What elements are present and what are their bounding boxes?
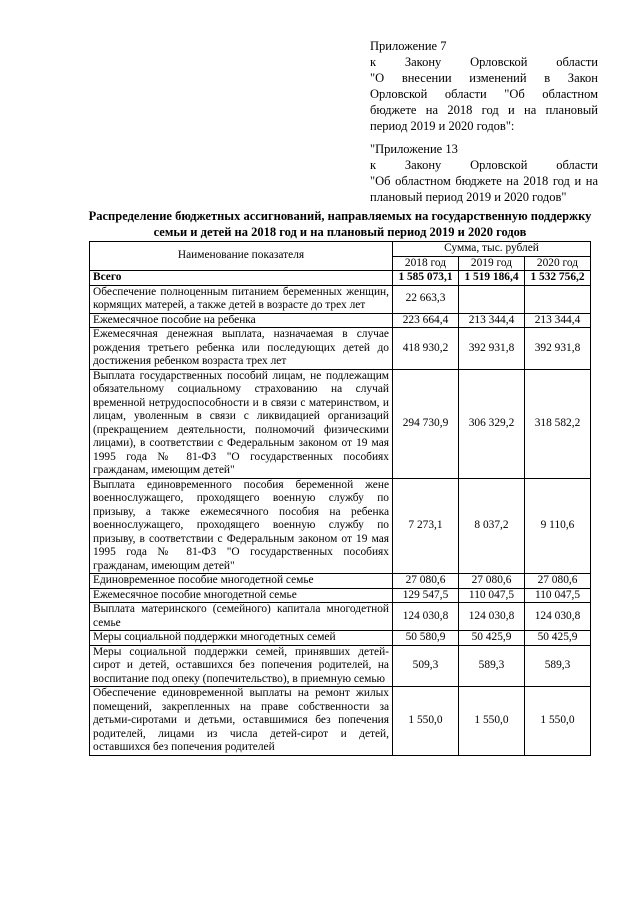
- appendix-13-header: [370, 141, 598, 205]
- table-row: [90, 603, 591, 631]
- row-value-2020: 1 550,0: [525, 687, 591, 756]
- row-name: Ежемесячное пособие многодетной семье: [90, 588, 393, 603]
- row-value-2019: 589,3: [459, 645, 525, 687]
- row-value-2020: 1 532 756,2: [525, 271, 591, 286]
- row-value-2020: 392 931,8: [525, 328, 591, 370]
- row-value-2018: 509,3: [393, 645, 459, 687]
- row-value-2020: 50 425,9: [525, 631, 591, 646]
- header-name-column: Наименование показателя: [90, 242, 393, 271]
- table-row: [90, 369, 591, 478]
- row-name: Ежемесячное пособие на ребенка: [90, 313, 393, 328]
- row-name: Ежемесячная денежная выплата, назначаемая в случае рождения третьего ребенка или последующих детей до достижения ребенком возраста трех лет: [90, 328, 393, 370]
- row-value-2019: 124 030,8: [459, 603, 525, 631]
- row-value-2018: 1 550,0: [393, 687, 459, 756]
- row-value-2018: 129 547,5: [393, 588, 459, 603]
- row-name: Обеспечение единовременной выплаты на ремонт жилых помещений, закрепленных на праве собственности за детьми-сиротами и детьми, оставшимися без попечения родителей, лицами из числа детей-сирот и детей, оставшихся без попечения родителей: [90, 687, 393, 756]
- row-value-2020: 318 582,2: [525, 369, 591, 478]
- table-body: [90, 271, 591, 756]
- row-value-2018: 1 585 073,1: [393, 271, 459, 286]
- table-row: [90, 588, 591, 603]
- row-value-2020: 589,3: [525, 645, 591, 687]
- row-name: Выплата единовременного пособия беременной жене военнослужащего, проходящего военную службу по призыву, а также ежемесячного пособия на ребенка военнослужащего, проходящего военную службу по призыву, в соответствии с Федеральным законом от 19 мая 1995 года № 81-ФЗ "О государственных пособиях гражданам, имеющим детей": [90, 478, 393, 574]
- row-value-2020: 124 030,8: [525, 603, 591, 631]
- row-value-2018: 7 273,1: [393, 478, 459, 574]
- appendix-13-label: "Приложение 13: [370, 142, 458, 156]
- table-row: [90, 478, 591, 574]
- row-value-2019: 1 550,0: [459, 687, 525, 756]
- header-sum-column: Сумма, тыс. рублей: [393, 242, 591, 257]
- row-value-2018: 50 580,9: [393, 631, 459, 646]
- row-name: Выплата материнского (семейного) капитала многодетной семье: [90, 603, 393, 631]
- budget-table: [89, 241, 591, 756]
- row-value-2018: 27 080,6: [393, 574, 459, 589]
- appendix-13-law-title: "Об областном бюджете на 2018 год и на плановый период 2019 и 2020 годов": [370, 174, 598, 204]
- row-name: Выплата государственных пособий лицам, не подлежащим обязательному социальному страхованию на случай временной нетрудоспособности и в связи с материнством, и лицам, уволенным в связи с ликвидацией организаций (прекращением деятельности, полномочий физическими лицами), в соответствии с Федеральным законом от 19 мая 1995 года № 81-ФЗ "О государственных пособиях гражданам, имеющим детей": [90, 369, 393, 478]
- row-value-2018: 418 930,2: [393, 328, 459, 370]
- table-row: [90, 574, 591, 589]
- document-title: Распределение бюджетных ассигнований, направляемых на государственную поддержку семьи и детей на 2018 год и на плановый период 2019 и 2020 годов: [88, 209, 592, 239]
- row-value-2019: 213 344,4: [459, 313, 525, 328]
- appendix-7-law-ref: к Закону Орловской области: [370, 55, 598, 69]
- row-value-2019: 306 329,2: [459, 369, 525, 478]
- table-row: [90, 645, 591, 687]
- header-year-2019: 2019 год: [459, 256, 525, 271]
- row-value-2018: 294 730,9: [393, 369, 459, 478]
- row-value-2018: 124 030,8: [393, 603, 459, 631]
- row-value-2019: 8 037,2: [459, 478, 525, 574]
- row-value-2019: 1 519 186,4: [459, 271, 525, 286]
- row-value-2020: 213 344,4: [525, 313, 591, 328]
- table-row: [90, 313, 591, 328]
- table-row: [90, 328, 591, 370]
- row-value-2020: 9 110,6: [525, 478, 591, 574]
- header-year-2018: 2018 год: [393, 256, 459, 271]
- table-row: [90, 631, 591, 646]
- row-value-2018: 223 664,4: [393, 313, 459, 328]
- appendix-7-label: Приложение 7: [370, 39, 447, 53]
- row-name: Меры социальной поддержки многодетных семей: [90, 631, 393, 646]
- row-value-2019: [459, 285, 525, 313]
- appendix-7-law-title: "О внесении изменений в Закон Орловской области "Об областном бюджете на 2018 год и на плановый период 2019 и 2020 годов":: [370, 71, 598, 133]
- row-name: Обеспечение полноценным питанием беременных женщин, кормящих матерей, а также детей в возрасте до трех лет: [90, 285, 393, 313]
- row-name: Всего: [90, 271, 393, 286]
- row-name: Единовременное пособие многодетной семье: [90, 574, 393, 589]
- row-value-2019: 50 425,9: [459, 631, 525, 646]
- row-value-2018: 22 663,3: [393, 285, 459, 313]
- row-value-2020: 110 047,5: [525, 588, 591, 603]
- row-name: Меры социальной поддержки семей, принявших детей-сирот и детей, оставшихся без попечения родителей, на воспитание под опеку (попечительство), в приемную семью: [90, 645, 393, 687]
- appendix-7-header: [370, 38, 598, 134]
- row-value-2019: 392 931,8: [459, 328, 525, 370]
- row-value-2020: [525, 285, 591, 313]
- appendix-13-law-ref: к Закону Орловской области: [370, 158, 598, 172]
- header-year-2020: 2020 год: [525, 256, 591, 271]
- table-row-total: [90, 271, 591, 286]
- row-value-2020: 27 080,6: [525, 574, 591, 589]
- table-row: [90, 285, 591, 313]
- row-value-2019: 27 080,6: [459, 574, 525, 589]
- row-value-2019: 110 047,5: [459, 588, 525, 603]
- table-row: [90, 687, 591, 756]
